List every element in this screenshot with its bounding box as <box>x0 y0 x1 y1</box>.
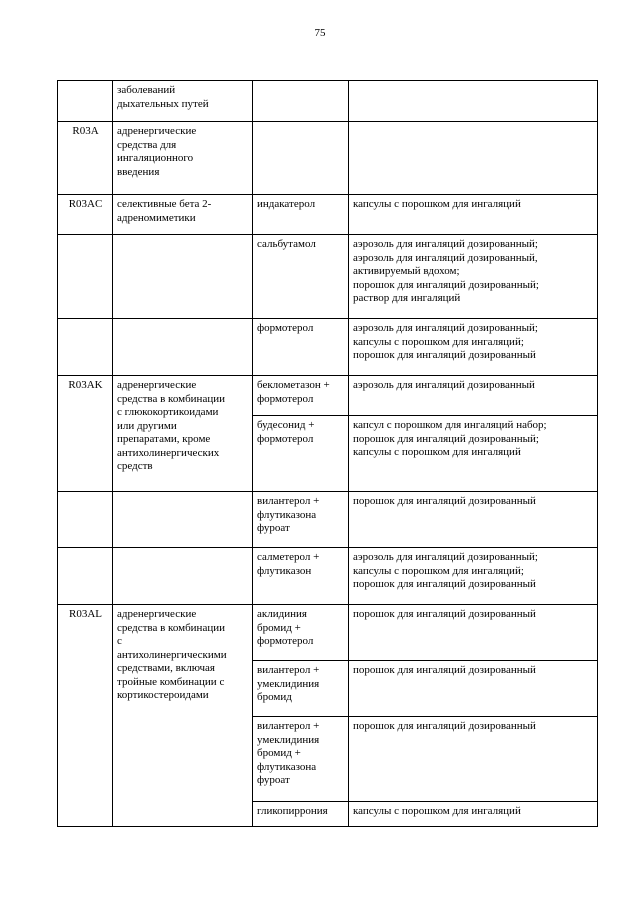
group-text: дыхательных путей <box>117 97 209 110</box>
dosage-form: раствор для ингаляций <box>353 292 461 304</box>
atc-code-cell: R03AL <box>58 605 113 827</box>
drug-name: вилантерол + <box>257 495 320 507</box>
group-cell <box>113 319 253 376</box>
group-text: ингаляционного <box>117 152 194 164</box>
forms-cell <box>349 661 598 717</box>
group-text: антихолинергическими <box>117 648 227 661</box>
drug-name: флутиказон <box>257 564 312 577</box>
drug-name: флутиказона <box>257 760 317 773</box>
dosage-form: порошок для ингаляций дозированный <box>353 664 536 676</box>
drug-cell <box>253 802 349 827</box>
drug-name: фуроат <box>257 774 290 786</box>
group-cell <box>113 195 253 235</box>
group-text: средства для <box>117 138 177 151</box>
drug-name: формотерол <box>257 322 314 334</box>
group-cell <box>113 81 253 122</box>
drug-name: формотерол <box>257 432 314 445</box>
drug-name: сальбутамол <box>257 238 316 250</box>
group-text: адренергические <box>117 608 197 620</box>
dosage-form: аэрозоль для ингаляций дозированный; <box>353 322 538 334</box>
dosage-form: аэрозоль для ингаляций дозированный <box>353 379 535 391</box>
forms-cell <box>349 492 598 548</box>
drug-name: формотерол <box>257 635 314 647</box>
atc-code-cell <box>58 548 113 605</box>
forms-cell <box>349 195 598 235</box>
drug-name: умеклидиния <box>257 733 320 746</box>
forms-cell <box>349 802 598 827</box>
atc-code-cell: R03AC <box>58 195 113 235</box>
dosage-form: аэрозоль для ингаляций дозированный, <box>353 251 538 264</box>
dosage-form: активируемый вдохом; <box>353 265 460 277</box>
forms-cell <box>349 319 598 376</box>
table-row <box>58 195 598 235</box>
drug-cell <box>253 122 349 195</box>
atc-code-cell <box>58 81 113 122</box>
drug-cell <box>253 81 349 122</box>
group-cell <box>113 605 253 827</box>
drug-name: гликопиррония <box>257 805 328 817</box>
forms-cell <box>349 416 598 492</box>
dosage-form: порошок для ингаляций дозированный <box>353 608 536 620</box>
drug-cell <box>253 376 349 416</box>
drug-name: умеклидиния <box>257 677 320 690</box>
table-row <box>58 235 598 319</box>
drug-name: аклидиния <box>257 608 307 620</box>
forms-cell <box>349 605 598 661</box>
group-text: адреномиметики <box>117 211 196 224</box>
group-text: тройные комбинации с <box>117 675 225 688</box>
drug-name: беклометазон + <box>257 379 330 391</box>
atc-code-cell <box>58 492 113 548</box>
group-cell <box>113 235 253 319</box>
dosage-form: порошок для ингаляций дозированный <box>353 720 536 732</box>
dosage-form: порошок для ингаляций дозированный <box>353 578 536 590</box>
group-text: селективные бета 2- <box>117 198 212 210</box>
drug-name: флутиказона <box>257 508 317 521</box>
dosage-form: порошок для ингаляций дозированный; <box>353 278 539 291</box>
group-cell <box>113 548 253 605</box>
forms-cell <box>349 122 598 195</box>
group-text: с глюкокортикоидами <box>117 406 219 418</box>
drug-name: индакатерол <box>257 198 316 210</box>
drug-cell <box>253 235 349 319</box>
drug-name: бромид <box>257 691 292 703</box>
forms-cell <box>349 717 598 802</box>
drug-name: вилантерол + <box>257 720 320 732</box>
drug-cell <box>253 416 349 492</box>
group-text: препаратами, кроме <box>117 433 211 445</box>
drug-table <box>57 80 598 827</box>
atc-code-cell: R03AK <box>58 376 113 492</box>
forms-cell <box>349 376 598 416</box>
group-text: введения <box>117 165 160 178</box>
dosage-form: капсулы с порошком для ингаляций; <box>353 335 524 348</box>
dosage-form: аэрозоль для ингаляций дозированный; <box>353 551 538 563</box>
group-text: с <box>117 635 122 647</box>
group-text: адренергические <box>117 125 197 137</box>
drug-name: фуроат <box>257 522 290 534</box>
drug-cell <box>253 661 349 717</box>
group-cell <box>113 492 253 548</box>
atc-code-cell: R03A <box>58 122 113 195</box>
atc-code-cell <box>58 319 113 376</box>
drug-name: формотерол <box>257 392 314 405</box>
group-cell <box>113 122 253 195</box>
table-row <box>58 605 598 661</box>
group-text: средства в комбинации <box>117 392 225 405</box>
table-row <box>58 319 598 376</box>
drug-cell <box>253 717 349 802</box>
page-number: 75 <box>314 27 326 39</box>
dosage-form: капсулы с порошком для ингаляций <box>353 446 521 458</box>
dosage-form: порошок для ингаляций дозированный <box>353 495 536 507</box>
drug-name: салметерол + <box>257 551 320 563</box>
drug-name: бромид + <box>257 747 301 759</box>
drug-cell <box>253 195 349 235</box>
dosage-form: капсул с порошком для ингаляций набор; <box>353 419 547 431</box>
atc-code-cell <box>58 235 113 319</box>
table-row <box>58 122 598 195</box>
table-row <box>58 81 598 122</box>
drug-cell <box>253 548 349 605</box>
dosage-form: капсулы с порошком для ингаляций; <box>353 564 524 577</box>
dosage-form: капсулы с порошком для ингаляций <box>353 805 521 817</box>
group-text: средств <box>117 460 153 472</box>
forms-cell <box>349 81 598 122</box>
group-text: средствами, включая <box>117 662 215 674</box>
dosage-form: порошок для ингаляций дозированный <box>353 349 536 361</box>
table-row <box>58 376 598 416</box>
table-row <box>58 492 598 548</box>
drug-cell <box>253 605 349 661</box>
group-text: кортикостероидами <box>117 689 209 701</box>
forms-cell <box>349 548 598 605</box>
forms-cell <box>349 235 598 319</box>
group-text: заболеваний <box>117 84 176 96</box>
group-text: адренергические <box>117 379 197 391</box>
table-row <box>58 548 598 605</box>
group-text: или другими <box>117 419 177 432</box>
drug-name: бромид + <box>257 621 301 634</box>
drug-cell <box>253 319 349 376</box>
table-body <box>58 81 598 827</box>
group-cell <box>113 376 253 492</box>
dosage-form: аэрозоль для ингаляций дозированный; <box>353 238 538 250</box>
drug-name: будесонид + <box>257 419 315 431</box>
group-text: антихолинергических <box>117 446 220 459</box>
dosage-form: порошок для ингаляций дозированный; <box>353 432 539 445</box>
drug-name: вилантерол + <box>257 664 320 676</box>
drug-cell <box>253 492 349 548</box>
group-text: средства в комбинации <box>117 621 225 634</box>
dosage-form: капсулы с порошком для ингаляций <box>353 198 521 210</box>
